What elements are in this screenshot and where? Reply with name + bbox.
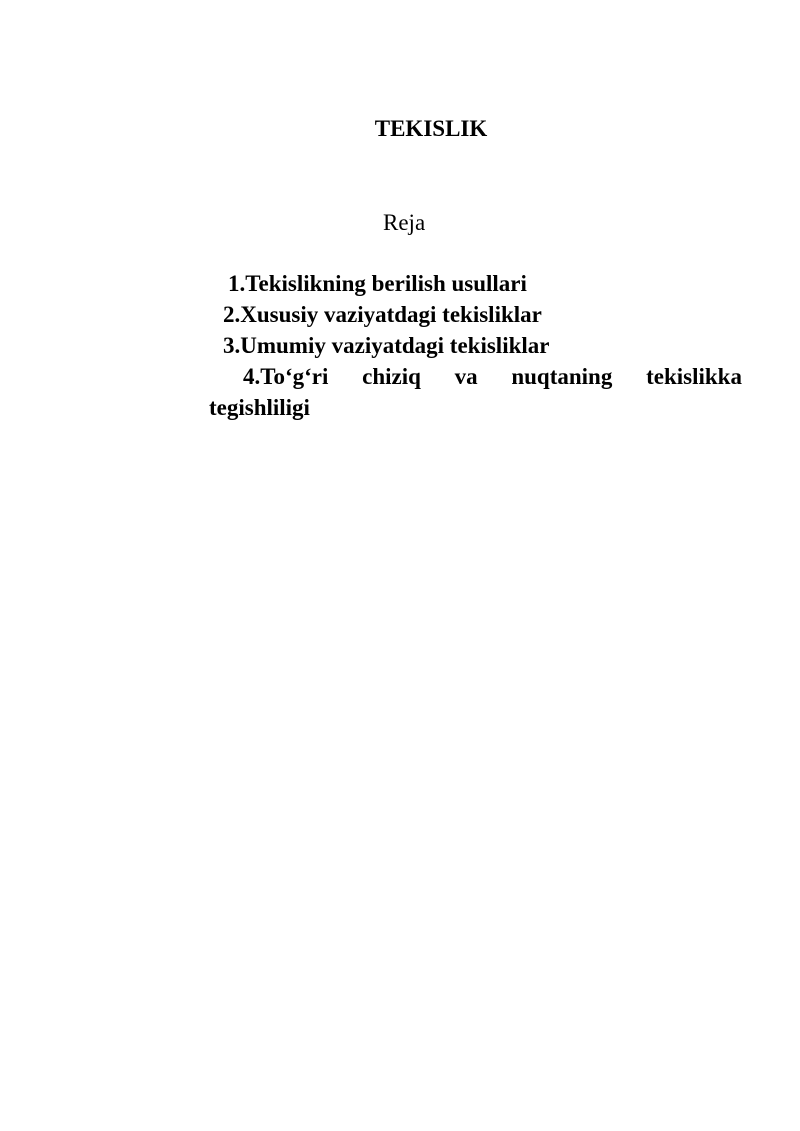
plan-item-4-word: va [454, 364, 478, 389]
plan-heading: Reja [383, 210, 426, 235]
plan-item-4-line-2: tegishliligi [209, 395, 310, 420]
page-title: TEKISLIK [374, 116, 488, 141]
plan-list [209, 268, 742, 423]
plan-item-4-line-1 [209, 361, 742, 392]
plan-item-2: 2.Xususiy vaziyatdagi tekisliklar [223, 302, 542, 327]
plan-item-4-word: tekislikka [646, 364, 742, 389]
plan-item-4-word: 4.To‘g‘ri [243, 364, 329, 389]
plan-item-3: 3.Umumiy vaziyatdagi tekisliklar [223, 333, 550, 358]
plan-item-4 [209, 361, 742, 423]
plan-item-1: 1.Tekislikning berilish usullari [228, 271, 527, 296]
plan-item-4-word: nuqtaning [511, 364, 613, 389]
plan-item-4-word: chiziq [362, 364, 421, 389]
